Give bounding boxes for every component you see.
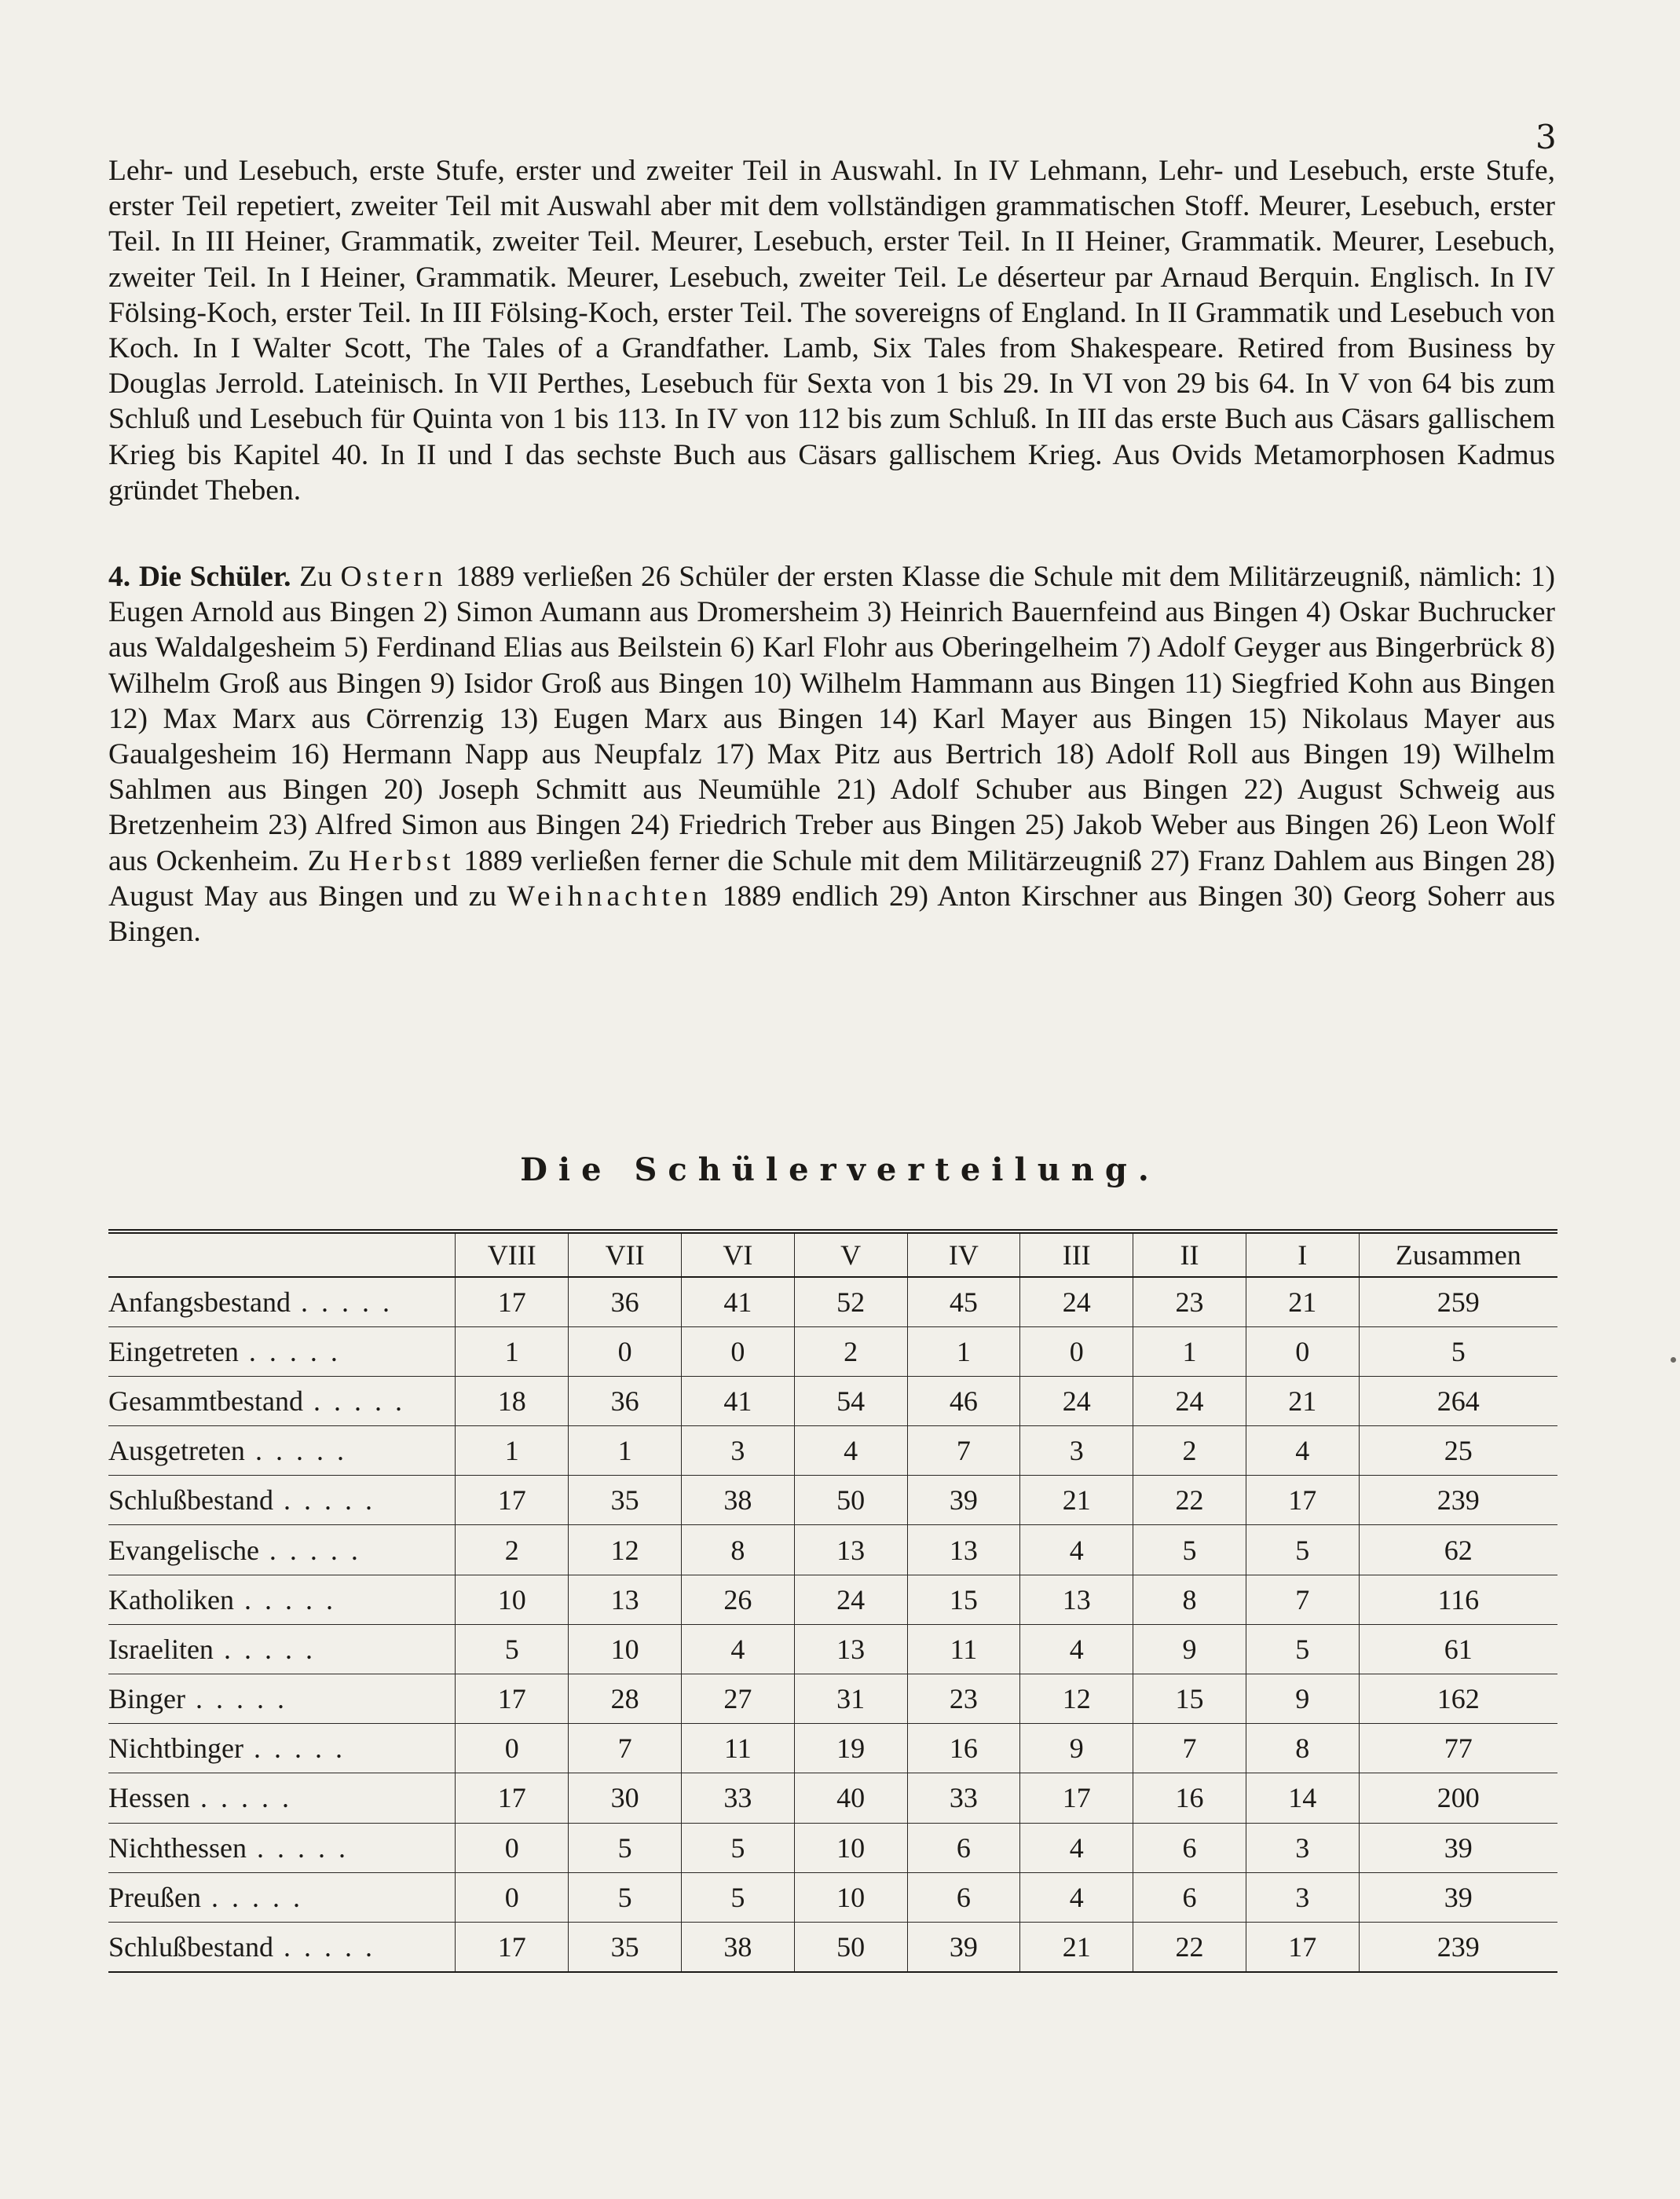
value-cell: 0 xyxy=(1020,1326,1133,1376)
value-cell: 14 xyxy=(1246,1773,1359,1823)
value-cell: 0 xyxy=(456,1872,569,1922)
value-cell: 8 xyxy=(1246,1724,1359,1773)
body-text xyxy=(108,153,1555,949)
header-cell: I xyxy=(1246,1231,1359,1277)
header-cell: V xyxy=(794,1231,907,1277)
value-cell: 12 xyxy=(569,1525,682,1575)
students-list-3: 1889 endlich 29) Anton Kirschner aus Bingen 30) Georg Soherr aus Bingen. xyxy=(108,880,1556,949)
value-cell: 35 xyxy=(569,1476,682,1525)
value-cell: 38 xyxy=(681,1922,794,1971)
total-cell: 239 xyxy=(1359,1476,1557,1525)
value-cell: 5 xyxy=(681,1823,794,1872)
value-cell: 21 xyxy=(1020,1476,1133,1525)
value-cell: 40 xyxy=(794,1773,907,1823)
value-cell: 54 xyxy=(794,1376,907,1425)
value-cell: 7 xyxy=(907,1426,1020,1476)
value-cell: 17 xyxy=(1246,1922,1359,1971)
value-cell: 50 xyxy=(794,1922,907,1971)
section-title: Die Schüler. xyxy=(138,561,291,594)
value-cell: 4 xyxy=(1246,1426,1359,1476)
value-cell: 3 xyxy=(1020,1426,1133,1476)
value-cell: 0 xyxy=(456,1724,569,1773)
value-cell: 13 xyxy=(794,1525,907,1575)
value-cell: 13 xyxy=(794,1624,907,1674)
value-cell: 52 xyxy=(794,1277,907,1326)
ink-dot xyxy=(1671,1357,1676,1363)
value-cell: 28 xyxy=(569,1674,682,1724)
value-cell: 5 xyxy=(569,1823,682,1872)
total-cell: 5 xyxy=(1359,1326,1557,1376)
value-cell: 24 xyxy=(1133,1376,1246,1425)
row-label: Nichtbinger . . xyxy=(108,1724,456,1773)
table-row xyxy=(108,1724,1557,1773)
value-cell: 17 xyxy=(456,1277,569,1326)
students-paragraph xyxy=(108,559,1555,949)
value-cell: 33 xyxy=(907,1773,1020,1823)
value-cell: 19 xyxy=(794,1724,907,1773)
value-cell: 21 xyxy=(1246,1277,1359,1326)
value-cell: 23 xyxy=(907,1674,1020,1724)
table-row xyxy=(108,1773,1557,1823)
value-cell: 11 xyxy=(907,1624,1020,1674)
autumn-word: Herbst xyxy=(348,844,456,877)
value-cell: 2 xyxy=(456,1525,569,1575)
value-cell: 36 xyxy=(569,1277,682,1326)
value-cell: 1 xyxy=(907,1326,1020,1376)
students-list-2: 1889 verließen ferner die Schule mit dem Militärzeugniß 27) Franz Dahlem aus Bingen 28) August May aus Bingen und zu xyxy=(108,844,1556,913)
value-cell: 27 xyxy=(681,1674,794,1724)
value-cell: 3 xyxy=(681,1426,794,1476)
row-label: Anfangsbestand . . xyxy=(108,1277,456,1326)
table-row xyxy=(108,1575,1557,1624)
value-cell: 1 xyxy=(569,1426,682,1476)
value-cell: 46 xyxy=(907,1376,1020,1425)
row-label: Eingetreten . . xyxy=(108,1326,456,1376)
table-row xyxy=(108,1922,1557,1971)
value-cell: 7 xyxy=(1133,1724,1246,1773)
total-cell: 77 xyxy=(1359,1724,1557,1773)
value-cell: 1 xyxy=(456,1326,569,1376)
value-cell: 16 xyxy=(1133,1773,1246,1823)
value-cell: 0 xyxy=(569,1326,682,1376)
value-cell: 9 xyxy=(1246,1674,1359,1724)
value-cell: 24 xyxy=(1020,1376,1133,1425)
value-cell: 3 xyxy=(1246,1872,1359,1922)
value-cell: 17 xyxy=(456,1476,569,1525)
students-list: 1889 verließen 26 Schüler der ersten Klasse die Schule mit dem Militärzeugniß, nämlich: 1) Eugen Arnold aus Bingen 2) Simon Aumann aus Dromersheim 3) Heinrich Bauernfeind aus Bingen 4) Oskar Buchrucker aus Waldalgesheim 5) Ferdinand Elias aus Beilstein 6) Karl Flohr aus Oberingelheim 7) Adolf Geyger aus Bingerbrück 8) Wilhelm Groß aus Bingen 9) Isidor Groß aus Bingen 10) Wilhelm Hammann aus Bingen 11) Siegfried Kohn aus Bingen 12) Max Marx aus Cörrenzig 13) Eugen Marx aus Bingen 14) Karl Mayer aus Bingen 15) Nikolaus Mayer aus Gaualgesheim 16) Hermann Napp aus Neupfalz 17) Max Pitz aus Bertrich 18) Adolf Roll aus Bingen 19) Wilhelm Sahlmen aus Bingen 20) Joseph Schmitt aus Neumühle 21) Adolf Schuber aus Bingen 22) August Schweig aus Bretzenheim 23) Alfred Simon aus Bingen 24) Friedrich Treber aus Bingen 25) Jakob Weber aus Bingen 26) Leon Wolf aus Ockenheim. Zu xyxy=(108,561,1556,877)
value-cell: 2 xyxy=(794,1326,907,1376)
total-cell: 39 xyxy=(1359,1872,1557,1922)
row-label: Gesammtbestand . . xyxy=(108,1376,456,1425)
students-intro: Zu xyxy=(299,561,332,594)
value-cell: 23 xyxy=(1133,1277,1246,1326)
page-number: 3 xyxy=(1535,118,1557,156)
header-cell: VII xyxy=(569,1231,682,1277)
value-cell: 12 xyxy=(1020,1674,1133,1724)
table-header-row xyxy=(108,1231,1557,1277)
value-cell: 30 xyxy=(569,1773,682,1823)
value-cell: 10 xyxy=(456,1575,569,1624)
table-row xyxy=(108,1525,1557,1575)
table-title: Die Schülerverteilung. xyxy=(520,1151,1160,1188)
value-cell: 6 xyxy=(1133,1823,1246,1872)
value-cell: 39 xyxy=(907,1922,1020,1971)
header-corner xyxy=(108,1231,456,1277)
row-label: Schlußbestand . . xyxy=(108,1476,456,1525)
value-cell: 5 xyxy=(456,1624,569,1674)
value-cell: 36 xyxy=(569,1376,682,1425)
table-row xyxy=(108,1872,1557,1922)
value-cell: 2 xyxy=(1133,1426,1246,1476)
value-cell: 6 xyxy=(907,1872,1020,1922)
value-cell: 5 xyxy=(1133,1525,1246,1575)
table-row xyxy=(108,1426,1557,1476)
value-cell: 13 xyxy=(907,1525,1020,1575)
value-cell: 24 xyxy=(794,1575,907,1624)
value-cell: 0 xyxy=(1246,1326,1359,1376)
value-cell: 11 xyxy=(681,1724,794,1773)
row-label: Katholiken . . xyxy=(108,1575,456,1624)
table-row xyxy=(108,1476,1557,1525)
value-cell: 4 xyxy=(1020,1624,1133,1674)
value-cell: 5 xyxy=(569,1872,682,1922)
value-cell: 45 xyxy=(907,1277,1020,1326)
total-cell: 39 xyxy=(1359,1823,1557,1872)
value-cell: 31 xyxy=(794,1674,907,1724)
value-cell: 6 xyxy=(1133,1872,1246,1922)
value-cell: 17 xyxy=(1246,1476,1359,1525)
value-cell: 22 xyxy=(1133,1922,1246,1971)
value-cell: 4 xyxy=(1020,1823,1133,1872)
value-cell: 9 xyxy=(1020,1724,1133,1773)
value-cell: 10 xyxy=(794,1872,907,1922)
value-cell: 7 xyxy=(1246,1575,1359,1624)
row-label: Preußen . . xyxy=(108,1872,456,1922)
distribution-table xyxy=(108,1229,1557,1973)
value-cell: 33 xyxy=(681,1773,794,1823)
total-cell: 61 xyxy=(1359,1624,1557,1674)
value-cell: 21 xyxy=(1020,1922,1133,1971)
table-row xyxy=(108,1376,1557,1425)
total-cell: 259 xyxy=(1359,1277,1557,1326)
value-cell: 17 xyxy=(456,1922,569,1971)
row-label: Schlußbestand . . xyxy=(108,1922,456,1971)
row-label: Israeliten . . xyxy=(108,1624,456,1674)
value-cell: 6 xyxy=(907,1823,1020,1872)
header-cell: III xyxy=(1020,1231,1133,1277)
value-cell: 18 xyxy=(456,1376,569,1425)
header-cell: IV xyxy=(907,1231,1020,1277)
header-cell: VIII xyxy=(456,1231,569,1277)
table-row xyxy=(108,1277,1557,1326)
row-label: Nichthessen . . xyxy=(108,1823,456,1872)
value-cell: 13 xyxy=(569,1575,682,1624)
value-cell: 3 xyxy=(1246,1823,1359,1872)
value-cell: 0 xyxy=(456,1823,569,1872)
value-cell: 13 xyxy=(1020,1575,1133,1624)
table-row xyxy=(108,1624,1557,1674)
total-cell: 239 xyxy=(1359,1922,1557,1971)
header-cell: II xyxy=(1133,1231,1246,1277)
easter-word: Ostern xyxy=(340,561,448,594)
value-cell: 1 xyxy=(1133,1326,1246,1376)
value-cell: 4 xyxy=(1020,1872,1133,1922)
table-row xyxy=(108,1823,1557,1872)
value-cell: 17 xyxy=(1020,1773,1133,1823)
table-row xyxy=(108,1326,1557,1376)
total-cell: 62 xyxy=(1359,1525,1557,1575)
value-cell: 5 xyxy=(681,1872,794,1922)
value-cell: 38 xyxy=(681,1476,794,1525)
value-cell: 4 xyxy=(794,1426,907,1476)
row-label: Ausgetreten . . xyxy=(108,1426,456,1476)
value-cell: 4 xyxy=(681,1624,794,1674)
value-cell: 50 xyxy=(794,1476,907,1525)
value-cell: 5 xyxy=(1246,1624,1359,1674)
value-cell: 21 xyxy=(1246,1376,1359,1425)
value-cell: 10 xyxy=(569,1624,682,1674)
value-cell: 5 xyxy=(1246,1525,1359,1575)
value-cell: 4 xyxy=(1020,1525,1133,1575)
value-cell: 17 xyxy=(456,1773,569,1823)
christmas-word: Weihnachten xyxy=(507,880,712,913)
value-cell: 1 xyxy=(456,1426,569,1476)
row-label: Evangelische . . xyxy=(108,1525,456,1575)
total-cell: 162 xyxy=(1359,1674,1557,1724)
value-cell: 15 xyxy=(1133,1674,1246,1724)
value-cell: 16 xyxy=(907,1724,1020,1773)
value-cell: 15 xyxy=(907,1575,1020,1624)
value-cell: 17 xyxy=(456,1674,569,1724)
total-cell: 25 xyxy=(1359,1426,1557,1476)
row-label: Hessen . . xyxy=(108,1773,456,1823)
table-row xyxy=(108,1674,1557,1724)
total-cell: 116 xyxy=(1359,1575,1557,1624)
header-cell-total: Zusammen xyxy=(1359,1231,1557,1277)
value-cell: 41 xyxy=(681,1277,794,1326)
value-cell: 9 xyxy=(1133,1624,1246,1674)
value-cell: 39 xyxy=(907,1476,1020,1525)
value-cell: 8 xyxy=(1133,1575,1246,1624)
value-cell: 10 xyxy=(794,1823,907,1872)
value-cell: 41 xyxy=(681,1376,794,1425)
value-cell: 7 xyxy=(569,1724,682,1773)
value-cell: 22 xyxy=(1133,1476,1246,1525)
total-cell: 200 xyxy=(1359,1773,1557,1823)
value-cell: 24 xyxy=(1020,1277,1133,1326)
value-cell: 0 xyxy=(681,1326,794,1376)
value-cell: 26 xyxy=(681,1575,794,1624)
row-label: Binger . . xyxy=(108,1674,456,1724)
value-cell: 8 xyxy=(681,1525,794,1575)
section-number: 4. xyxy=(108,561,131,594)
value-cell: 35 xyxy=(569,1922,682,1971)
total-cell: 264 xyxy=(1359,1376,1557,1425)
header-cell: VI xyxy=(681,1231,794,1277)
curriculum-paragraph: Lehr- und Lesebuch, erste Stufe, erster und zweiter Teil in Auswahl. In IV Lehmann, Lehr- und Lesebuch, erste Stufe, erster Teil repetiert, zweiter Teil mit Auswahl aber mit dem vollständigen grammatischen Stoff. Meurer, Lesebuch, erster Teil. In III Heiner, Grammatik, zweiter Teil. Meurer, Lesebuch, erster Teil. In II Heiner, Grammatik. Meurer, Lesebuch, zweiter Teil. In I Heiner, Grammatik. Meurer, Lesebuch, zweiter Teil. Le déserteur par Arnaud Berquin. Englisch. In IV Fölsing-Koch, erster Teil. In III Fölsing-Koch, erster Teil. The sovereigns of England. In II Grammatik und Lesebuch von Koch. In I Walter Scott, The Tales of a Grandfather. Lamb, Six Tales from Shakespeare. Retired from Business by Douglas Jerrold. Lateinisch. In VII Perthes, Lesebuch für Sexta von 1 bis 29. In VI von 29 bis 64. In V von 64 bis zum Schluß und Lesebuch für Quinta von 1 bis 113. In IV von 112 bis zum Schluß. In III das erste Buch aus Cäsars gallischem Krieg bis Kapitel 40. In II und I das sechste Buch aus Cäsars gallischem Krieg. Aus Ovids Metamorphosen Kadmus gründet Theben. xyxy=(108,155,1555,507)
